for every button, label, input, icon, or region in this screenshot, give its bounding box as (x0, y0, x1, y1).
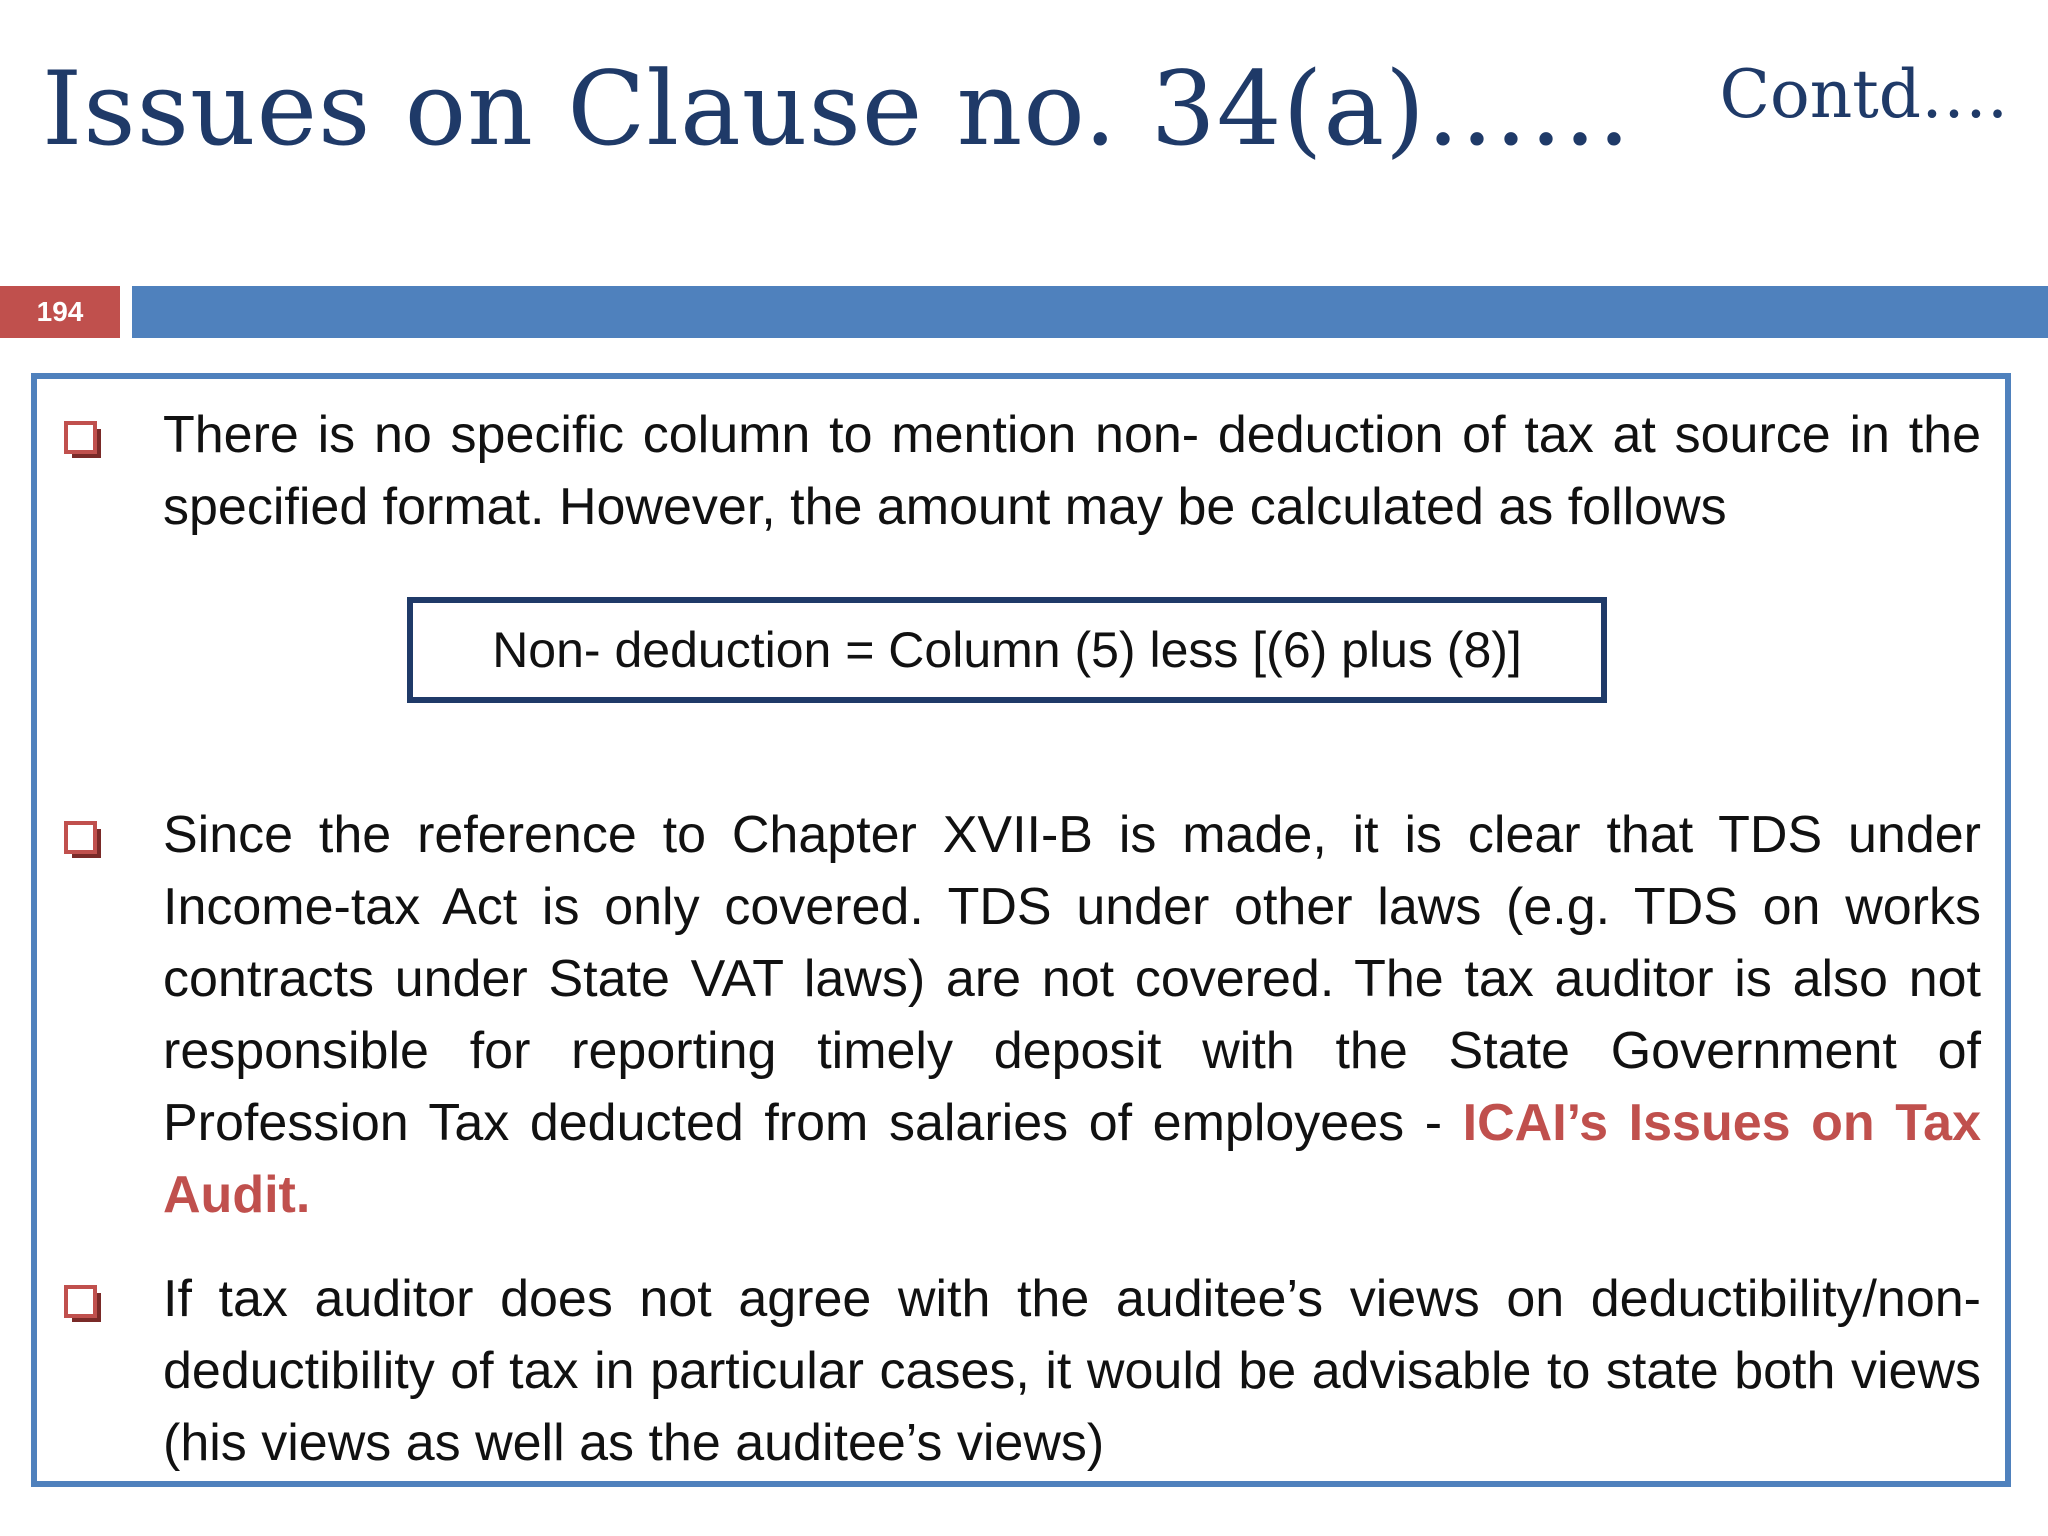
bullet-item (37, 1263, 1981, 1479)
bullet-text: If tax auditor does not agree with the auditee’s views on deductibility/non-deductibility of tax in particular cases, it would be advisable to state both views (his views as well as the auditee’s views) (163, 1270, 1981, 1472)
bullet-text: There is no specific column to mention non- deduction of tax at source in the specified format. However, the amount may be calculated as follows (163, 406, 1981, 536)
formula-text: Non- deduction = Column (5) less [(6) plus (8)] (492, 622, 1522, 678)
slide-title: Issues on Clause no. 34(a)…… (42, 50, 1632, 169)
formula-box (407, 597, 1607, 703)
slide-number-badge: 194 (0, 286, 120, 338)
content-frame (31, 373, 2011, 1487)
header-bar (132, 286, 2048, 338)
bullet-item (37, 799, 1981, 1231)
bullet-item (37, 399, 1981, 543)
bullet-text: Since the reference to Chapter XVII-B is made, it is clear that TDS under Income-tax Act is only covered. TDS under other laws (e.g. TDS on works contracts under State VAT laws) are not covered. The tax auditor is also not responsible for reporting timely deposit with the State Government of Profession Tax deducted from salaries of employees - (163, 806, 1981, 1152)
hollow-square-bullet-icon (63, 1284, 103, 1324)
source-citation: ICAI’s Issues on Tax Audit. (163, 1094, 1981, 1224)
contd-label: Contd…. (1719, 56, 2008, 133)
hollow-square-bullet-icon (63, 420, 103, 460)
hollow-square-bullet-icon (63, 820, 103, 860)
